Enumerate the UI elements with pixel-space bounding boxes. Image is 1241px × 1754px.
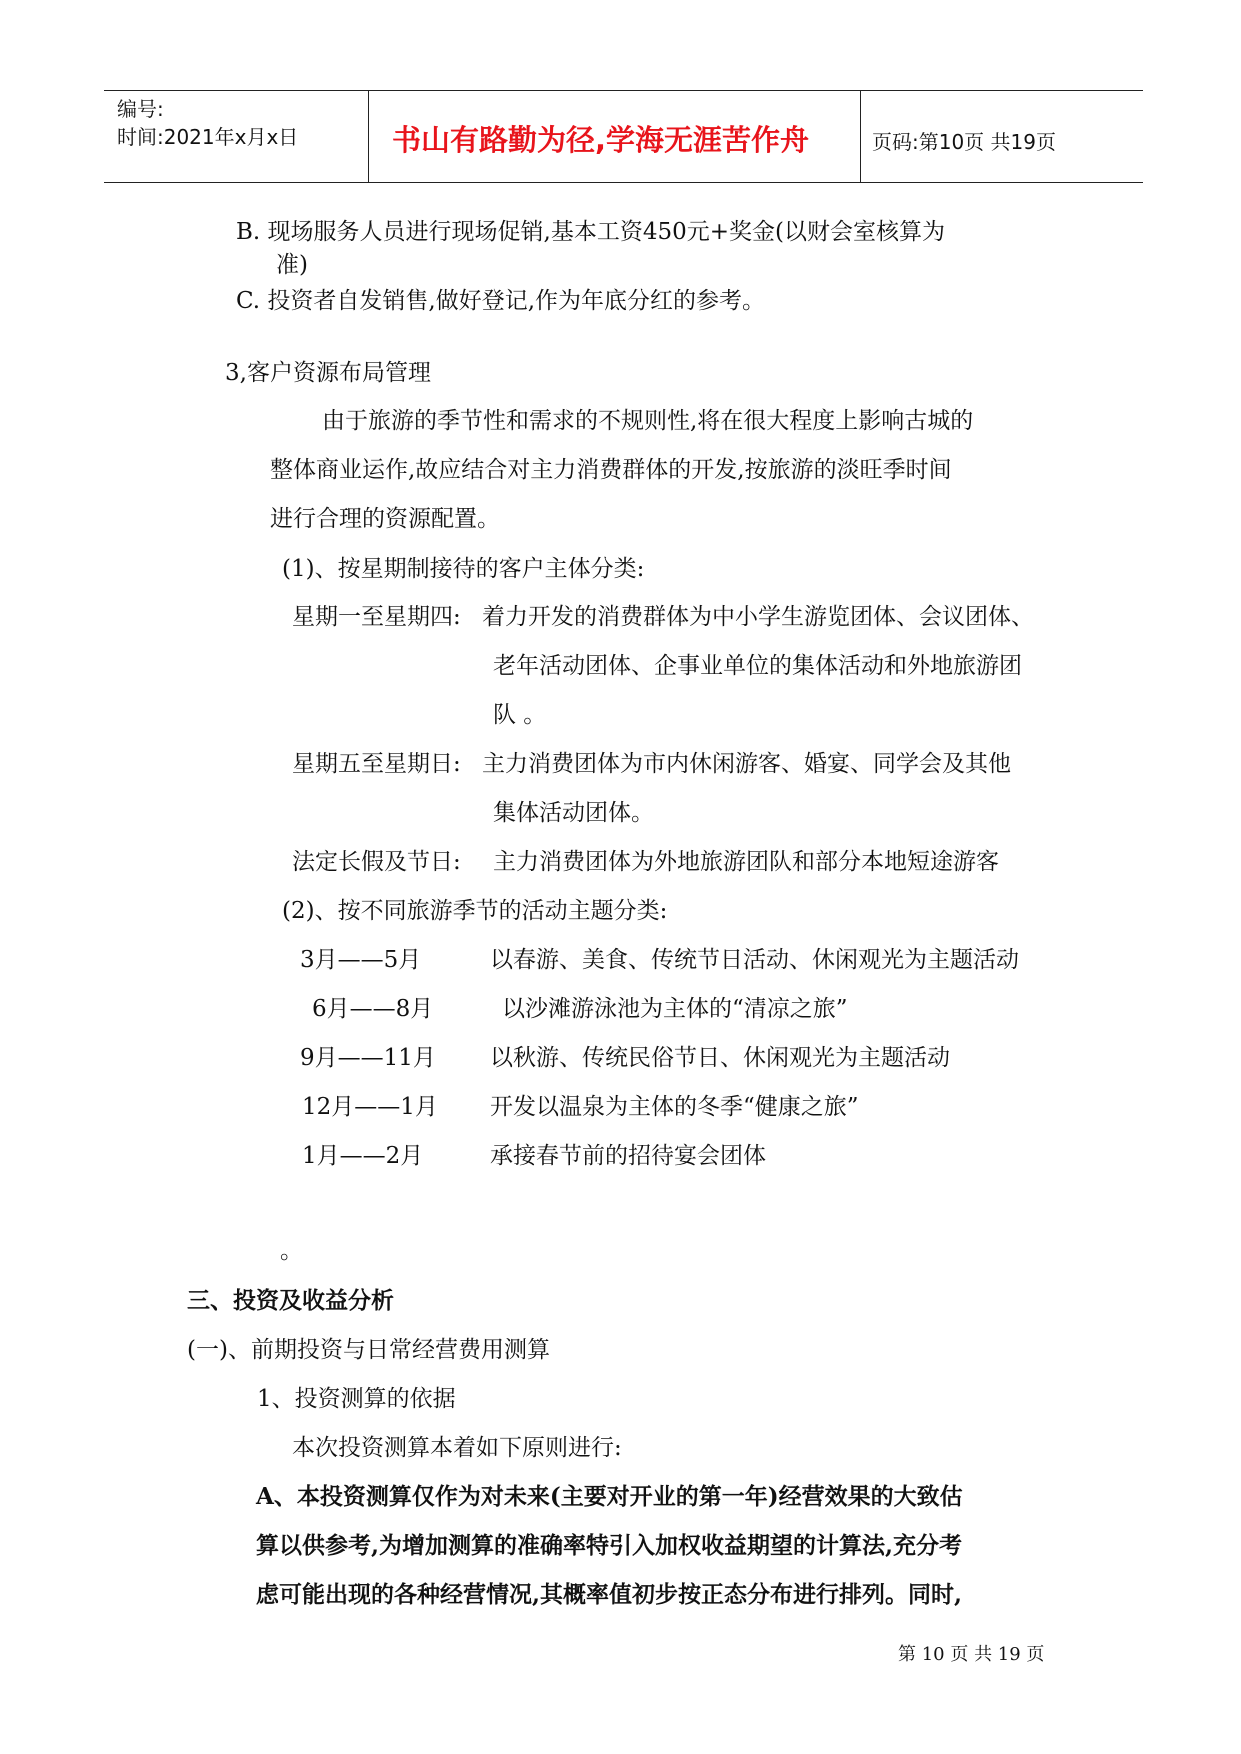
season-months: 3月——5月 — [300, 947, 422, 973]
holiday-label: 法定长假及节日: — [292, 849, 461, 875]
principle-a-line3: 虑可能出现的各种经营情况,其概率值初步按正态分布进行排列。同时, — [256, 1581, 963, 1608]
item-c: C. 投资者自发销售,做好登记,作为年底分红的参考。 — [236, 288, 766, 314]
season-theme: 以春游、美食、传统节日活动、休闲观光为主题活动 — [490, 947, 1019, 973]
header-divider-right — [860, 90, 861, 182]
holiday-text: 主力消费团体为外地旅游团队和部分本地短途游客 — [493, 849, 999, 875]
season-theme: 以沙滩游泳池为主体的“清凉之旅” — [502, 996, 848, 1022]
part3-title: 三、投资及收益分析 — [187, 1287, 394, 1314]
sub1-title: (1)、按星期制接待的客户主体分类: — [282, 556, 645, 582]
season-theme: 开发以温泉为主体的冬季“健康之旅” — [490, 1094, 859, 1120]
item-b-line2: 准) — [276, 252, 308, 278]
para1-line3: 进行合理的资源配置。 — [270, 506, 500, 532]
principle-a-line1: A、本投资测算仅作为对未来(主要对开业的第一年)经营效果的大致估 — [256, 1483, 963, 1510]
item-b-line1: B. 现场服务人员进行现场促销,基本工资450元+奖金(以财会室核算为 — [236, 219, 945, 245]
footer-page-number: 第 10 页 共 19 页 — [898, 1644, 1045, 1665]
header-divider-left — [368, 90, 369, 182]
season-theme: 承接春节前的招待宴会团体 — [490, 1143, 766, 1169]
basis-intro: 本次投资测算本着如下原则进行: — [292, 1435, 622, 1461]
header-page-label: 页码:第10页 共19页 — [872, 130, 1056, 154]
week2-line2: 集体活动团体。 — [493, 800, 654, 826]
sub2-title: (2)、按不同旅游季节的活动主题分类: — [282, 898, 668, 924]
week2-label: 星期五至星期日: — [292, 751, 461, 777]
para1-line1: 由于旅游的季节性和需求的不规则性,将在很大程度上影响古城的 — [322, 408, 974, 434]
week1-line1: 着力开发的消费群体为中小学生游览团体、会议团体、 — [482, 604, 1034, 630]
principle-a-line2: 算以供参考,为增加测算的准确率特引入加权收益期望的计算法,充分考 — [256, 1532, 963, 1559]
lone-period: 。 — [280, 1238, 303, 1264]
season-theme: 以秋游、传统民俗节日、休闲观光为主题活动 — [490, 1045, 950, 1071]
part3-subtitle: (一)、前期投资与日常经营费用测算 — [187, 1337, 550, 1363]
season-months: 1月——2月 — [302, 1143, 424, 1169]
season-months: 12月——1月 — [302, 1094, 438, 1120]
header-top-rule — [104, 90, 1143, 91]
header-bottom-rule — [104, 182, 1143, 183]
header-time-label: 时间:2021年x月x日 — [117, 125, 299, 149]
section3-title: 3,客户资源布局管理 — [225, 360, 431, 386]
para1-line2: 整体商业运作,故应结合对主力消费群体的开发,按旅游的淡旺季时间 — [270, 457, 952, 483]
week1-line3: 队 。 — [493, 702, 547, 728]
header-number-label: 编号: — [117, 97, 164, 121]
header-motto: 书山有路勤为径,学海无涯苦作舟 — [392, 123, 810, 157]
season-months: 6月——8月 — [312, 996, 434, 1022]
week1-label: 星期一至星期四: — [292, 604, 461, 630]
week2-line1: 主力消费团体为市内休闲游客、婚宴、同学会及其他 — [482, 751, 1011, 777]
season-months: 9月——11月 — [300, 1045, 436, 1071]
week1-line2: 老年活动团体、企事业单位的集体活动和外地旅游团 — [493, 653, 1022, 679]
basis-title: 1、投资测算的依据 — [257, 1386, 456, 1412]
